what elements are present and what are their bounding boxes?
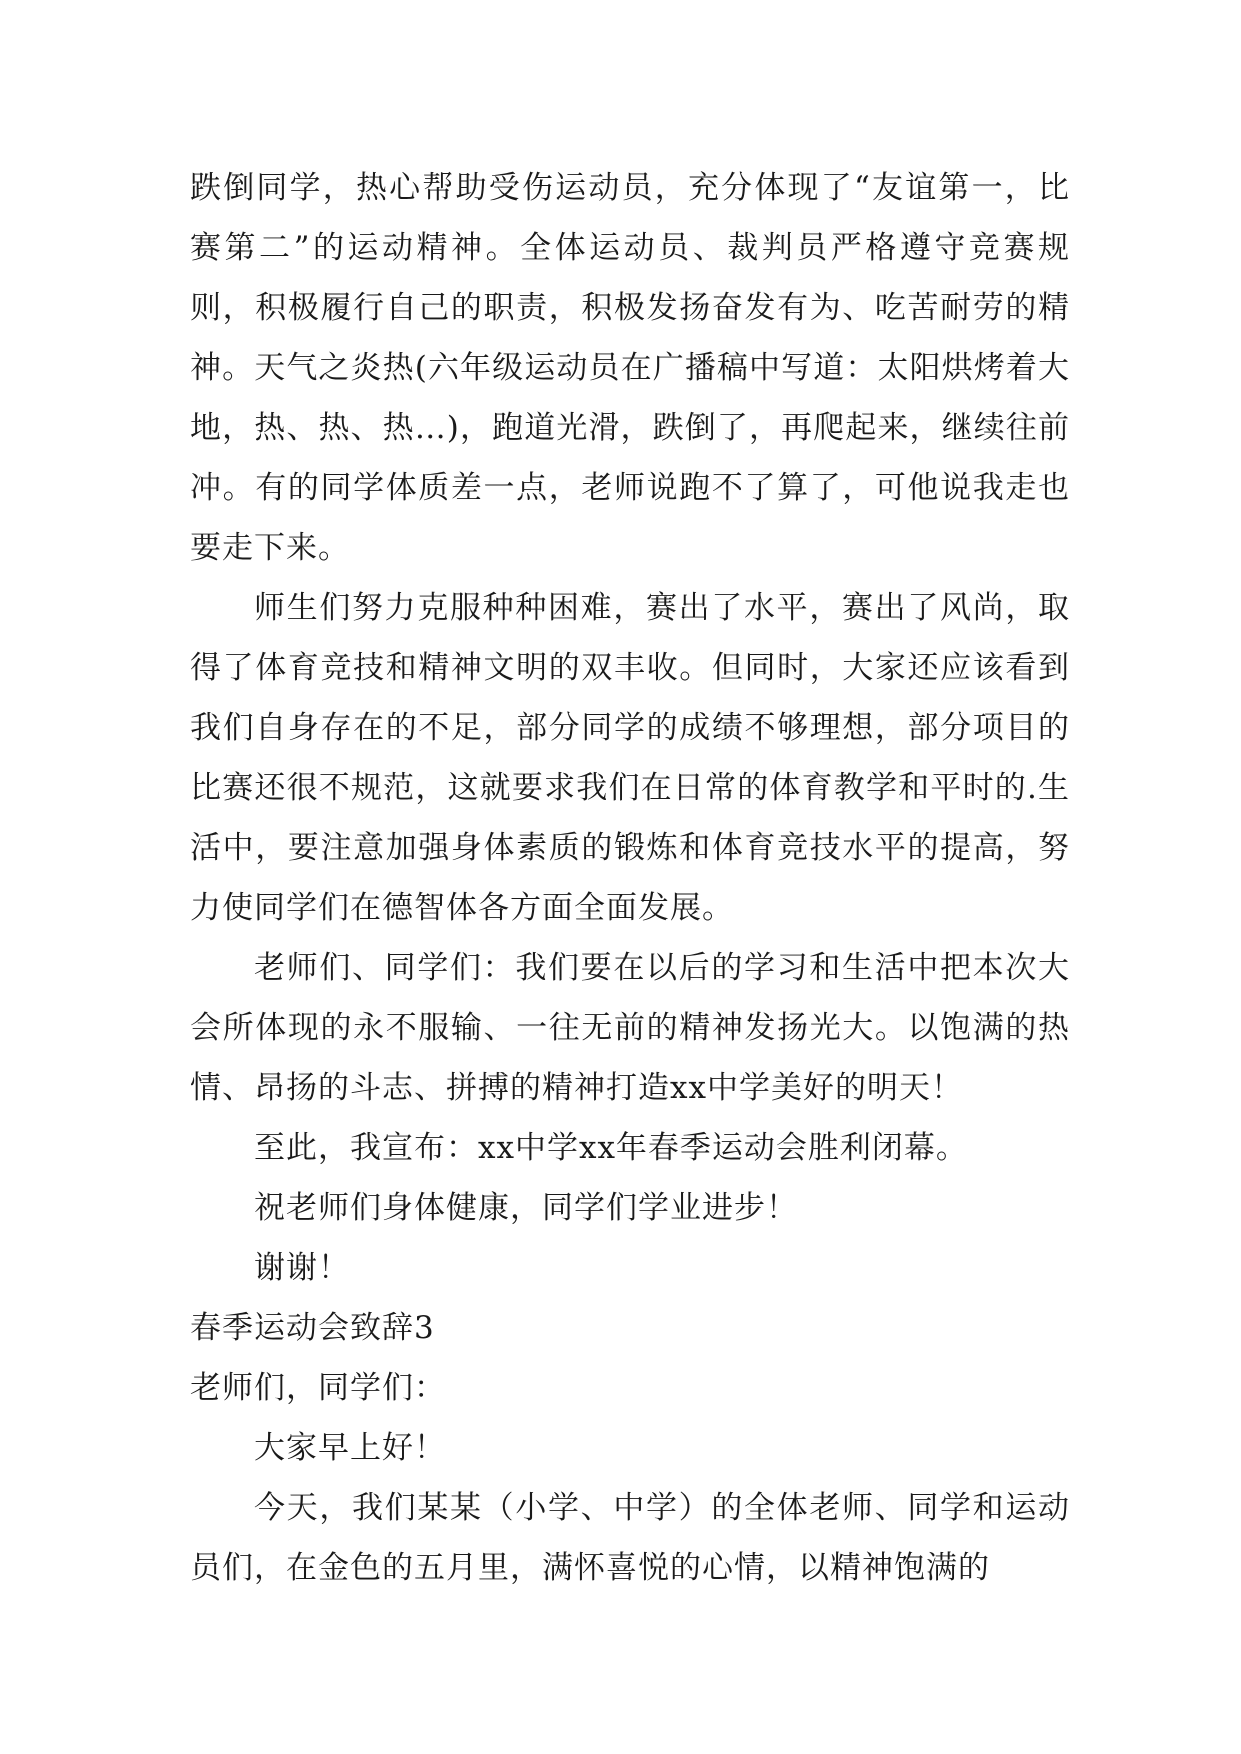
paragraph-opening: 今天，我们某某（小学、中学）的全体老师、同学和运动员们，在金色的五月里，满怀喜悦的心情，以精神饱满的 bbox=[190, 1490, 1070, 1586]
document-body bbox=[190, 158, 1070, 1598]
paragraph-thanks: 谢谢！ bbox=[254, 1250, 350, 1286]
paragraph-continuation: 跌倒同学，热心帮助受伤运动员，充分体现了“友谊第一，比赛第二”的运动精神。全体运动员、裁判员严格遵守竞赛规则，积极履行自己的职责，积极发扬奋发有为、吃苦耐劳的精神。天气之炎热(六年级运动员在广播稿中写道：太阳烘烤着大地，热、热、热…)，跑道光滑，跌倒了，再爬起来，继续往前冲。有的同学体质差一点，老师说跑不了算了，可他说我走也要走下来。 bbox=[190, 170, 1070, 566]
paragraph-achievements: 师生们努力克服种种困难，赛出了水平，赛出了风尚，取得了体育竞技和精神文明的双丰收。但同时，大家还应该看到我们自身存在的不足，部分同学的成绩不够理想，部分项目的比赛还很不规范，这就要求我们在日常的体育教学和平时的.生活中，要注意加强身体素质的锻炼和体育竞技水平的提高，努力使同学们在德智体各方面全面发展。 bbox=[190, 590, 1070, 926]
paragraph-appeal: 老师们、同学们：我们要在以后的学习和生活中把本次大会所体现的永不服输、一往无前的精神发扬光大。以饱满的热情、昂扬的斗志、拼搏的精神打造xx中学美好的明天！ bbox=[190, 950, 1070, 1106]
greeting: 大家早上好！ bbox=[254, 1430, 446, 1466]
section-title: 春季运动会致辞3 bbox=[190, 1310, 435, 1346]
paragraph-closing-declaration: 至此，我宣布：xx中学xx年春季运动会胜利闭幕。 bbox=[254, 1130, 968, 1166]
salutation: 老师们，同学们： bbox=[190, 1370, 446, 1406]
paragraph-wishes: 祝老师们身体健康，同学们学业进步！ bbox=[254, 1190, 798, 1226]
